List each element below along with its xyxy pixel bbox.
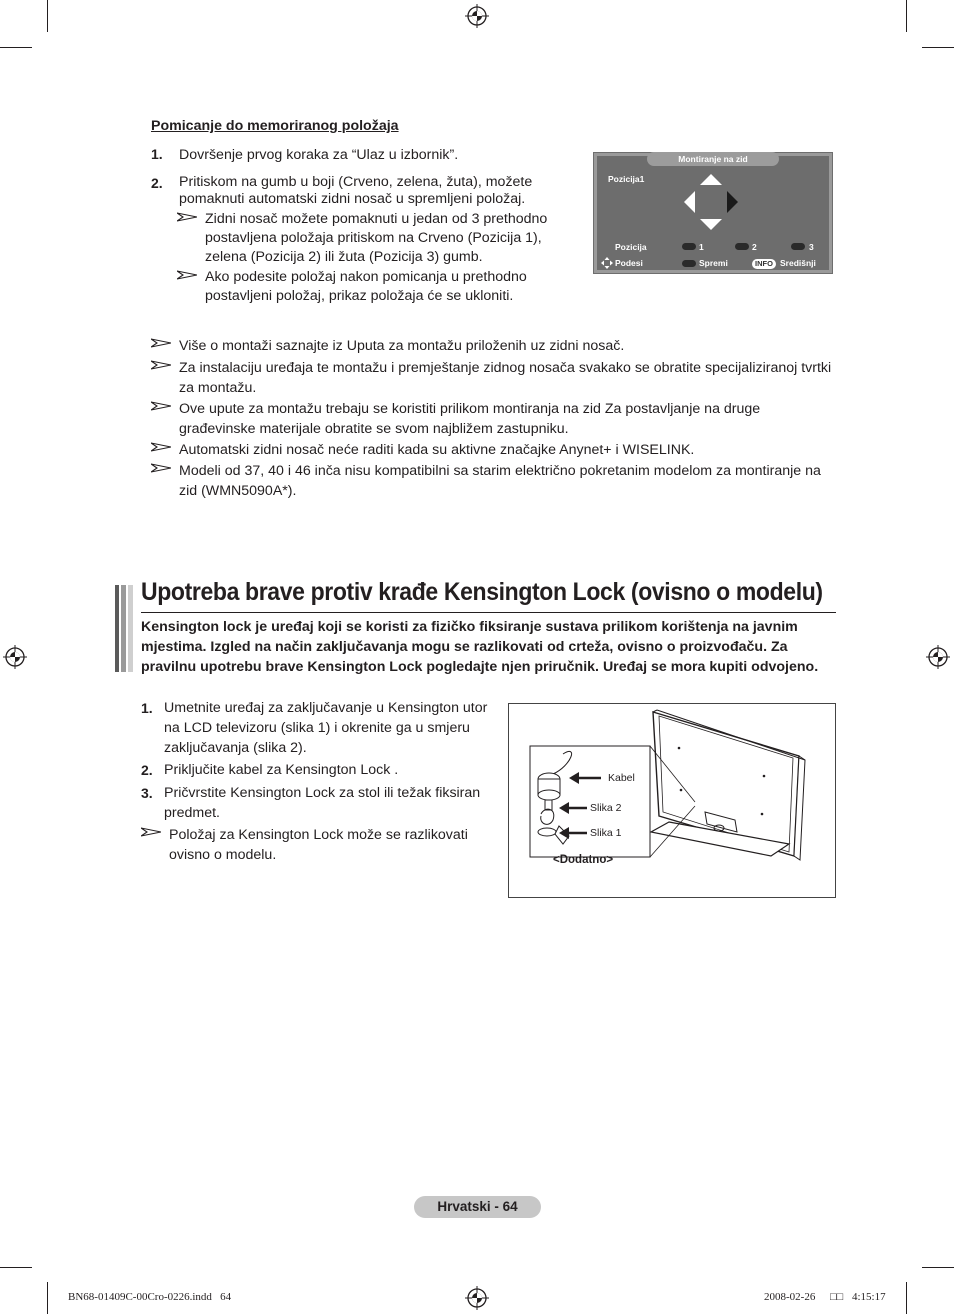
general-note: Više o montaži saznajte iz Uputa za montažu priloženih uz zidni nosač. [179, 338, 625, 354]
note-text: Ako podesite položaj nakon pomicanja u prethodno postavljeni položaj, prikaz položaja će se ukloniti. [205, 269, 527, 304]
label-slika-1: Slika 1 [590, 827, 622, 839]
osd-pozicija-2: 2 [752, 242, 757, 252]
note-arrow-icon [151, 442, 171, 452]
registration-mark-icon [926, 645, 950, 669]
move-arrows-icon [601, 257, 613, 269]
section-rule [141, 612, 836, 613]
step-text: Priključite kabel za Kensington Lock . [164, 762, 399, 778]
general-note: Ove upute za montažu trebaju se koristiti prilikom montiranja na zid Za postavljanje na druge građevinske materijale obratite se svom najbližem zastupniku. [179, 401, 761, 437]
crop-mark [0, 1267, 32, 1268]
section-title: Upotreba brave protiv krađe Kensington Lock (ovisno o modelu) [141, 578, 823, 606]
registration-mark-icon [465, 1286, 489, 1310]
osd-spremi: Spremi [699, 258, 728, 268]
osd-podesi: Podesi [615, 258, 643, 268]
print-date: 2008-02-26 [764, 1291, 816, 1303]
note-arrow-icon [177, 212, 197, 222]
section-bar [121, 585, 126, 672]
osd-wall-mount-screen [593, 152, 833, 274]
note-arrow-icon [151, 360, 171, 370]
note-arrow-icon [141, 827, 161, 837]
step-text: Pričvrstite Kensington Lock za stol ili težak fiksiran predmet. [164, 785, 481, 821]
note-arrow-icon [151, 401, 171, 411]
crop-mark [922, 47, 954, 48]
info-button-icon: INFO [752, 259, 776, 269]
page-number-badge: Hrvatski - 64 [414, 1196, 541, 1218]
subsection-heading: Pomicanje do memoriranog položaja [151, 118, 399, 134]
step-number: 2. [141, 762, 153, 778]
step-number: 1. [141, 700, 153, 716]
crop-mark [47, 0, 48, 32]
registration-mark-icon [3, 645, 27, 669]
kensington-figure [508, 703, 836, 898]
osd-pozicija-3: 3 [809, 242, 814, 252]
step-number: 3. [141, 785, 153, 801]
label-slika-2: Slika 2 [590, 802, 622, 814]
red-button-icon [682, 243, 696, 250]
crop-mark [47, 1282, 48, 1314]
note-text: Zidni nosač možete pomaknuti u jedan od 3 prethodno postavljena položaja pritiskom na Crveno (Pozicija 1), zelena (Pozicija 2) ili žuta (Pozicija 3) gumb. [205, 211, 548, 265]
label-kabel: Kabel [608, 772, 635, 784]
osd-pozicija-1: 1 [699, 242, 704, 252]
general-note: Za instalaciju uređaja te montažu i premještanje zidnog nosača svakako se obratite specijaliziranoj tvrtki za montažu. [179, 360, 832, 396]
tv-illustration [509, 704, 837, 899]
registration-mark-icon [465, 4, 489, 28]
crop-mark [922, 1267, 954, 1268]
section-bar [128, 585, 133, 672]
osd-pozicija-label: Pozicija [615, 242, 647, 252]
osd-title: Montiranje na zid [647, 152, 779, 166]
print-boxes: □□ [830, 1291, 844, 1303]
note-arrow-icon [177, 270, 197, 280]
file-info: BN68-01409C-00Cro-0226.indd 64 [68, 1291, 232, 1303]
section-intro: Kensington lock je uređaj koji se koristi za fizičko fiksiranje sustava prilikom korištenja na javnim mjestima. Izgled na način zaključavanja mogu se razlikovati od crteža, ovisno o proizvođaču. Za pravilnu upotrebu brave Kensington Lock pogledajte njen priručnik. Uređaj se mora kupiti odvojeno. [141, 619, 819, 675]
general-note: Modeli od 37, 40 i 46 inča nisu kompatibilni sa starim električno pokretanim modelom za montiranje na zid (WMN5090A*). [179, 463, 821, 499]
osd-sredisnji: Središnji [780, 258, 816, 268]
step-text: Pritiskom na gumb u boji (Crveno, zelena, žuta), možete pomaknuti automatski zidni nosač u spremljeni položaj. [179, 174, 533, 207]
crop-mark [0, 47, 32, 48]
blue-button-icon [682, 260, 696, 267]
step-text: Dovršenje prvog koraka za “Ulaz u izbornik”. [179, 147, 459, 163]
figure-caption: <Dodatno> [553, 854, 614, 866]
section-bar [115, 585, 119, 672]
crop-mark [906, 1282, 907, 1314]
green-button-icon [735, 243, 749, 250]
yellow-button-icon [791, 243, 805, 250]
general-note: Automatski zidni nosač neće raditi kada su aktivne značajke Anynet+ i WISELINK. [179, 442, 695, 458]
note-arrow-icon [151, 463, 171, 473]
step-number: 2. [151, 175, 163, 191]
crop-mark [906, 0, 907, 32]
step-number: 1. [151, 146, 163, 162]
print-time: 4:15:17 [852, 1291, 886, 1303]
note-text: Položaj za Kensington Lock može se razlikovati ovisno o modelu. [169, 827, 468, 863]
osd-position-label: Pozicija1 [608, 174, 645, 184]
step-text: Umetnite uređaj za zaključavanje u Kensington utor na LCD televizoru (slika 1) i okrenite ga u smjeru zaključavanja (slika 2). [164, 700, 488, 756]
direction-pad-icon [682, 173, 740, 231]
note-arrow-icon [151, 338, 171, 348]
